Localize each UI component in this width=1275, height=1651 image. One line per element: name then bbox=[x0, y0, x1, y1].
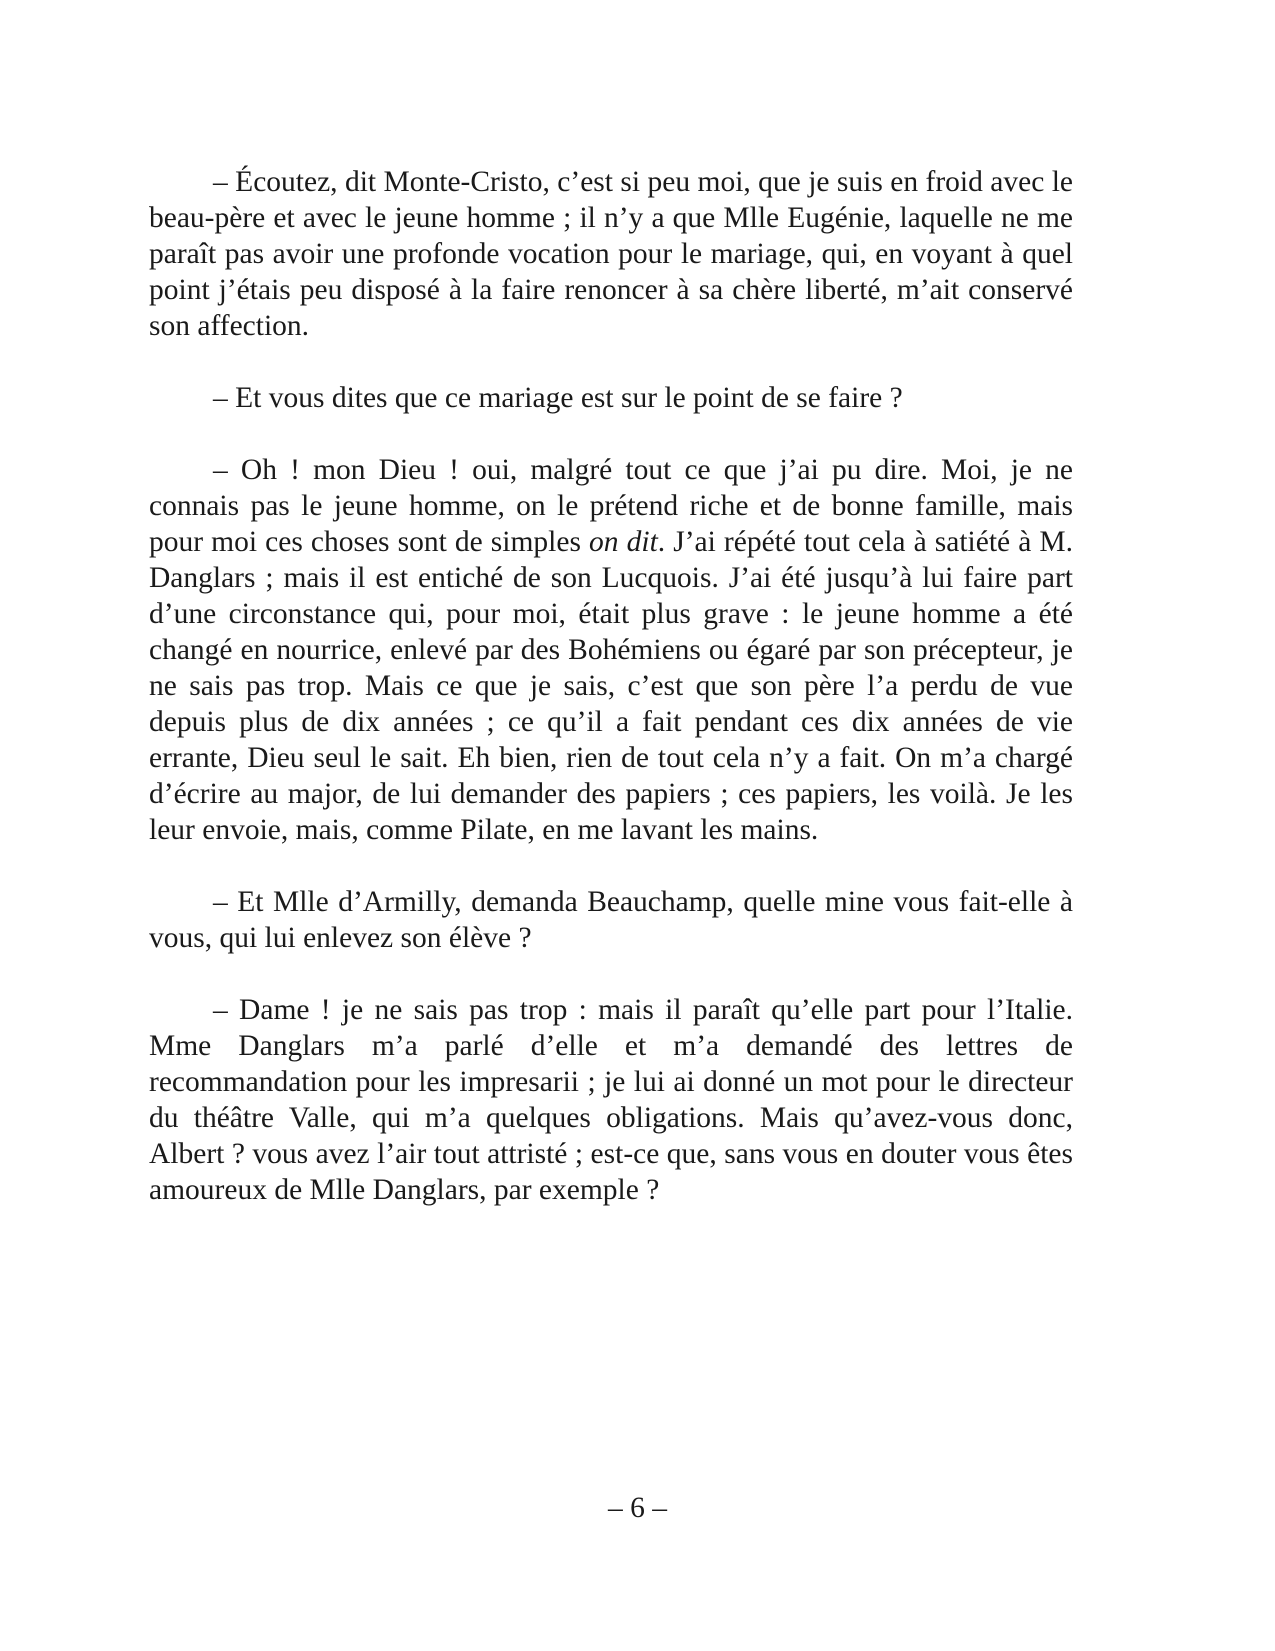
paragraph-2: – Et vous dites que ce mariage est sur le point de se faire ? bbox=[213, 382, 903, 414]
paragraph-3-italic-phrase: on dit bbox=[589, 526, 658, 558]
page-body bbox=[149, 164, 1073, 1208]
paragraph-5: – Dame ! je ne sais pas trop : mais il paraît qu’elle part pour l’Italie. Mme Danglars m’a parlé d’elle et m’a demandé des lettres de recommandation pour les impresarii ; je lui ai donné un mot pour le directeur du théâtre Valle, qui m’a quelques obligations. Mais qu’avez-vous donc, Albert ? vous avez l’air tout attristé ; est-ce que, sans vous en douter vous êtes amoureux de Mlle Danglars, par exemple ? bbox=[149, 994, 1073, 1206]
page-number: – 6 – bbox=[608, 1492, 667, 1524]
paragraph-3 bbox=[149, 452, 1073, 848]
paragraph-4: – Et Mlle d’Armilly, demanda Beauchamp, quelle mine vous fait-elle à vous, qui lui enlevez son élève ? bbox=[149, 886, 1073, 954]
paragraph-1: – Écoutez, dit Monte-Cristo, c’est si peu moi, que je suis en froid avec le beau-père et avec le jeune homme ; il n’y a que Mlle Eugénie, laquelle ne me paraît pas avoir une profonde vocation pour le mariage, qui, en voyant à quel point j’étais peu disposé à la faire renoncer à sa chère liberté, m’ait conservé son affection. bbox=[149, 166, 1073, 342]
paragraph-3-text-after: . J’ai répété tout cela à satiété à M. Danglars ; mais il est entiché de son Lucquois. J’ai été jusqu’à lui faire part d’une circonstance qui, pour moi, était plus grave : le jeune homme a été changé en nourrice, enlevé par des Bohémiens ou égaré par son précepteur, je ne sais pas trop. Mais ce que je sais, c’est que son père l’a perdu de vue depuis plus de dix années ; ce qu’il a fait pendant ces dix années de vie errante, Dieu seul le sait. Eh bien, rien de tout cela n’y a fait. On m’a chargé d’écrire au major, de lui demander des papiers ; ces papiers, les voilà. Je les leur envoie, mais, comme Pilate, en me lavant les mains. bbox=[149, 526, 1073, 846]
paragraph-3-text-before: – Oh ! mon Dieu ! oui, malgré tout ce que j’ai pu dire. Moi, je ne connais pas le jeune homme, on le prétend riche et de bonne famille, mais pour moi ces choses sont de simples bbox=[149, 454, 1073, 558]
